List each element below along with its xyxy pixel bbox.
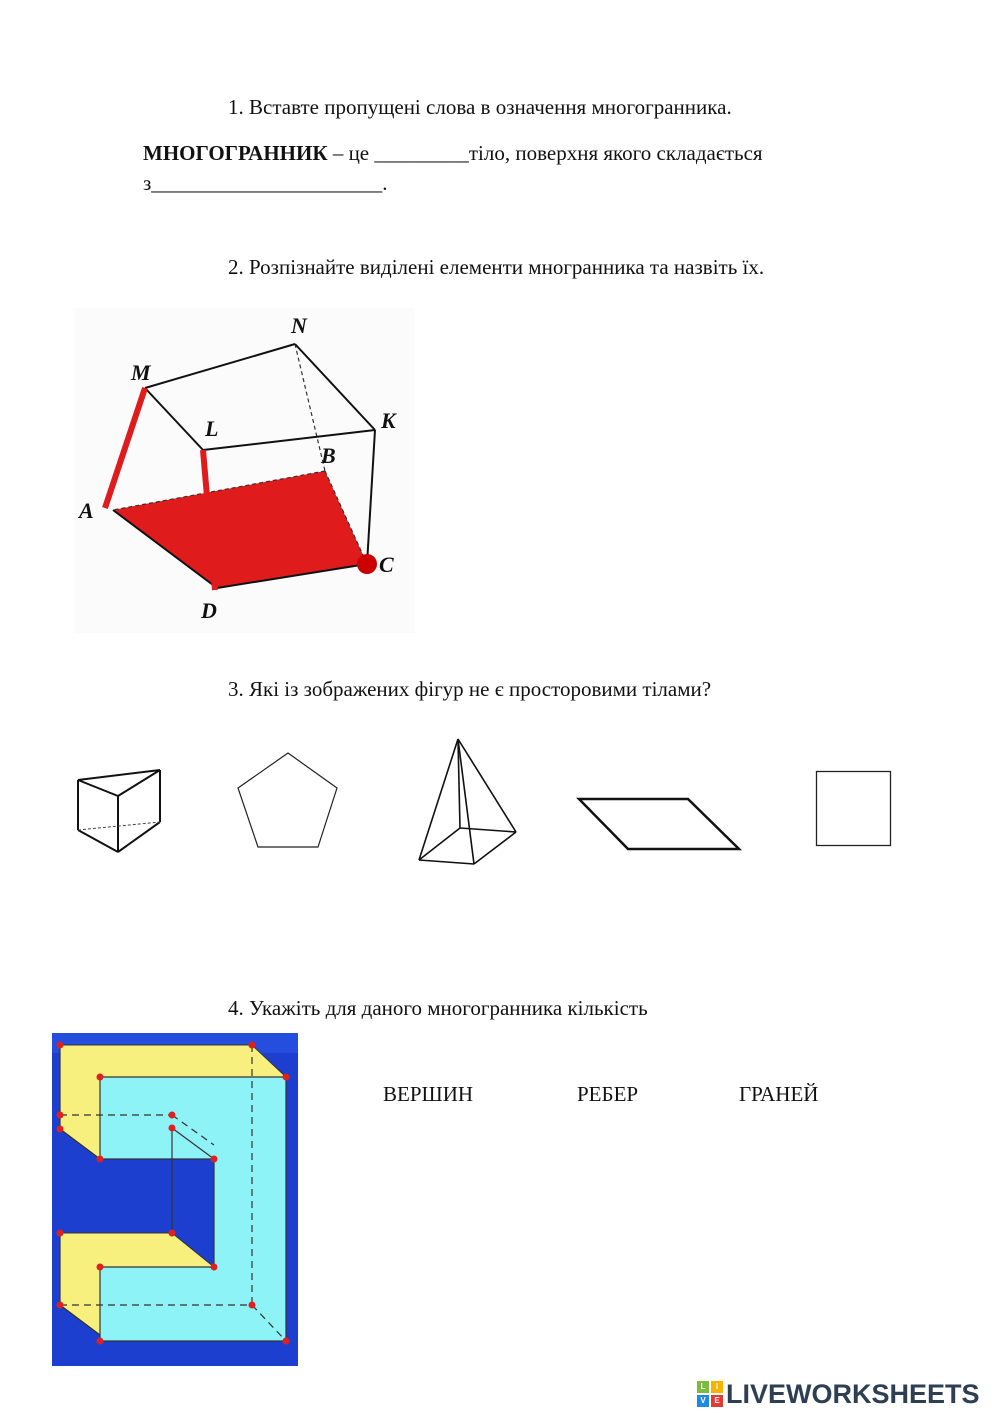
highlighted-vertex-c [357, 554, 377, 574]
liveworksheets-logo[interactable] [697, 1377, 980, 1411]
shape-pentagon [234, 750, 344, 850]
label-edges: РЕБЕР [577, 1082, 639, 1106]
label-faces: ГРАНЕЙ [739, 1082, 819, 1106]
logo-mark-icon: L I V E [697, 1381, 723, 1407]
label-vertices: ВЕРШИН [383, 1082, 474, 1106]
vertex-label-a: A [79, 498, 94, 523]
shape-pyramid [416, 736, 521, 864]
definition-text-1: – це _________тіло, поверхня якого складається [327, 141, 763, 165]
definition-line-1 [143, 140, 763, 166]
vertex-label-l: L [205, 416, 219, 441]
term-polyhedron: МНОГОГРАННИК [143, 141, 328, 165]
question-2-prompt: 2. Розпізнайте виділені елементи многранника та назвіть їх. [228, 255, 765, 279]
vertex-label-n: N [291, 313, 307, 338]
logo-text: LIVEWORKSHEETS [726, 1378, 980, 1409]
prism-figure [75, 308, 415, 633]
shape-square [815, 770, 893, 848]
question-4-prompt: 4. Укажіть для даного многогранника кількість [228, 996, 648, 1020]
question-3-prompt: 3. Які із зображених фігур не є просторовими тілами? [228, 677, 712, 701]
definition-line-2: з______________________. [143, 171, 388, 195]
vertex-label-d: D [201, 598, 217, 623]
polyhedron-figure [52, 1033, 298, 1366]
shape-parallelogram [576, 796, 742, 852]
question-1-prompt: 1. Вставте пропущені слова в означення многогранника. [228, 95, 732, 119]
vertex-label-b: B [321, 443, 336, 468]
shape-triangular-prism [74, 766, 164, 856]
vertex-label-m: M [131, 360, 151, 385]
vertex-label-c: C [379, 552, 394, 577]
vertex-label-k: K [381, 408, 396, 433]
